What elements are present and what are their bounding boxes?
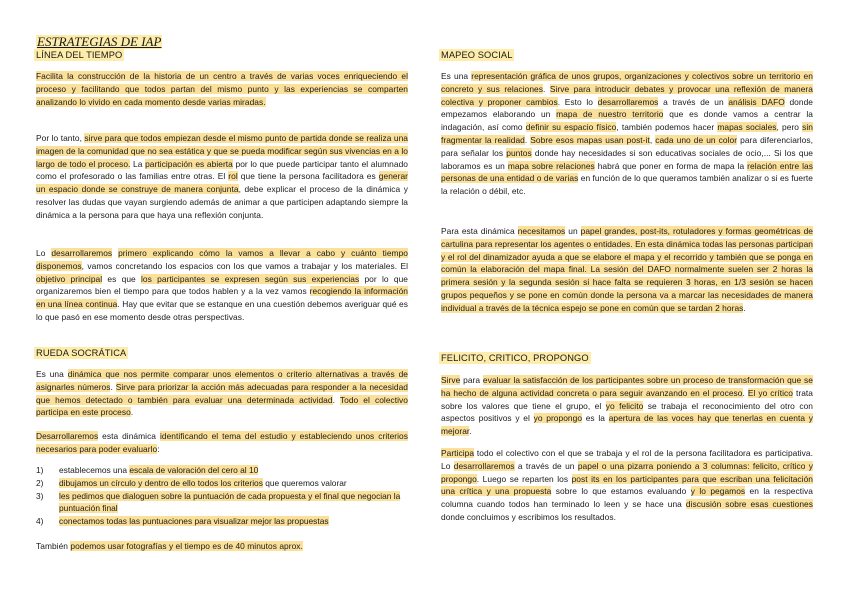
highlighted-text: necesitamos bbox=[517, 226, 566, 236]
step-number: 4) bbox=[36, 516, 44, 527]
highlighted-text: identificando el tema del estudio y estableciendo unos criterios necesarios para poder evaluarlo bbox=[36, 431, 409, 454]
highlighted-text: discusión sobre esas cuestiones bbox=[685, 499, 813, 510]
highlighted-text: Participa bbox=[441, 448, 475, 458]
text-run: . Esto lo bbox=[557, 96, 598, 107]
highlighted-text: y lo pegamos bbox=[690, 486, 746, 497]
highlighted-text: sin fragmentar la realidad bbox=[441, 122, 813, 145]
highlighted-text: post its en los participantes para que escriban una felicitación una crítica y una propuesta bbox=[441, 473, 813, 497]
highlighted-text: Facilita la construcción de la historia de un centro a través de varias voces enriqueciendo el proceso y facilitando que todos partan del mismo punto y las experiencias se comparten analizando lo vivido en cada momento desde varias miradas. bbox=[36, 71, 408, 107]
highlighted-text: recogiendo la información en una línea continua bbox=[36, 286, 409, 310]
paragraph bbox=[441, 374, 813, 438]
highlighted-text: conectamos todas las puntuaciones para visualizar mejor las propuestas bbox=[59, 516, 329, 527]
text-run: . Hay que evitar que se estanque en una cuestión debemos averiguar qué es lo que pasó en ese momento desde otras perspectivas. bbox=[36, 299, 408, 322]
text-run: esta dinámica bbox=[98, 431, 160, 441]
text-run: . bbox=[543, 83, 550, 94]
highlighted-text: puntos bbox=[506, 147, 532, 158]
paragraph bbox=[441, 447, 813, 524]
highlighted-text: yo felicito bbox=[605, 400, 644, 411]
paragraph bbox=[36, 70, 408, 108]
highlighted-text: Sobre esos mapas usan post-it bbox=[530, 134, 650, 145]
text-run: , vamos concretando los espacios con los que vamos a trabajar y los materiales. El bbox=[81, 260, 408, 271]
text-run: donde empezamos elaborando un bbox=[441, 96, 813, 120]
highlighted-text: los participantes se expresen según sus experiencias bbox=[141, 273, 360, 284]
highlighted-text: relación entre las personas de una entidad o de varias bbox=[441, 160, 814, 184]
text-run: Lo bbox=[36, 248, 52, 258]
text-run: . bbox=[332, 394, 340, 405]
highlighted-text: desarrollaremos bbox=[51, 248, 113, 258]
highlighted-text: dinámica que nos permite comparar unos elementos o criterio alternativas a través de asignarles números bbox=[36, 369, 408, 392]
highlighted-text: podemos usar fotografías y el tiempo es de 40 minutos aprox. bbox=[70, 541, 303, 551]
step-number: 1) bbox=[36, 465, 44, 475]
text-run: . bbox=[743, 302, 746, 313]
highlighted-text: mapa sobre relaciones bbox=[507, 160, 595, 171]
highlighted-text: participación es abierta bbox=[145, 158, 233, 169]
heading-rueda-socratica: RUEDA SOCRÁTICA bbox=[36, 348, 127, 358]
highlighted-text: objetivo principal bbox=[36, 273, 103, 284]
text-run: todo el colectivo con el que se trabaja y el rol de la persona facilitadora es participativa. Lo bbox=[441, 448, 813, 471]
text-run: Para esta dinámica bbox=[441, 226, 518, 236]
text-run: sobre lo que estamos evaluando bbox=[551, 486, 691, 497]
text-run: un bbox=[565, 226, 581, 236]
text-run: , bbox=[649, 134, 656, 145]
highlighted-text: que hemos detectado o también para evaluar una determinada actividad bbox=[36, 394, 333, 405]
text-run: Es una bbox=[441, 71, 472, 81]
highlighted-text: sesión del DAFO normalmente suelen ser 2 horas la primera sesión y la segunda sesión si hace falta se requieren 3 horas, en 1/3 sesión se hacen grupos pequeños y se pone en común donde la persona va a marcar las necesidades de manera individual a través de la técnica espejo se pone en común que se tardan 2 horas bbox=[441, 264, 813, 313]
text-run: . bbox=[110, 381, 116, 392]
text-run: es que bbox=[102, 273, 142, 284]
highlighted-text: representación gráfica de unos grupos, organizaciones y colectivos sobre un territorio en concreto y sus relaciones bbox=[441, 71, 813, 94]
heading-mapeo-social: MAPEO SOCIAL bbox=[441, 50, 513, 60]
highlighted-text: les pedimos que dialoguen sobre la puntuación de cada propuesta y el final que negocian la puntuación final bbox=[59, 490, 401, 514]
highlighted-text: evaluar la satisfacción de los participantes sobre un proceso de transformación que se ha hecho de alguna actividad concreta o para seguir avanzando en el proceso bbox=[441, 375, 813, 398]
text-run: por lo que puede participar tanto el alumnado como el profesorado o las familias entre otras. El bbox=[36, 158, 408, 182]
highlighted-text: Sirve para introducir debates y provocar una reflexión de manera colectiva y proponer cambios bbox=[441, 83, 813, 107]
highlighted-text: El yo crítico bbox=[747, 387, 793, 398]
text-run: para diferenciarlos, para señalar los bbox=[441, 134, 813, 158]
step-item bbox=[36, 464, 408, 477]
step-item bbox=[36, 490, 408, 516]
highlighted-text: desarrollaremos bbox=[453, 460, 515, 471]
highlighted-text: papel grandes, post-its, rotuladores y formas geométricas de cartulina para representar los agentes o entidades bbox=[441, 226, 814, 249]
text-run: . bbox=[130, 407, 134, 418]
text-run: a través de un bbox=[514, 460, 578, 471]
step-number: 3) bbox=[36, 490, 44, 501]
paragraph bbox=[36, 132, 408, 222]
text-run: donde hay necesidades si son educativas sociales de ocio,... Si los que laboramos es un bbox=[441, 147, 813, 171]
highlighted-text: escala de valoración del cero al 10 bbox=[129, 465, 259, 475]
highlighted-text: Sirve bbox=[441, 375, 461, 385]
text-run: en la respectiva columna cuando todos han terminado lo leen y se hace una bbox=[441, 486, 813, 510]
highlighted-text: Sirve para priorizar la acción más adecuadas para responder a la necesidad bbox=[115, 381, 408, 392]
text-run: . bbox=[469, 426, 472, 437]
text-run: establecemos una bbox=[59, 465, 130, 475]
text-run: por lo que organizaremos bien el tiempo para que todos hablen y a la vez vamos bbox=[36, 273, 408, 297]
paragraph bbox=[36, 430, 408, 456]
paragraph bbox=[36, 540, 408, 553]
text-run: habrá que poner en forma de mapa la bbox=[594, 160, 748, 171]
heading-felicito-critico-propongo: FELICITO, CRITICO, PROPONGO bbox=[441, 353, 589, 363]
text-run: para bbox=[460, 375, 483, 385]
highlighted-text: mapas sociales bbox=[717, 122, 777, 133]
highlighted-text: dibujamos un círculo y dentro de ello todos los criterios bbox=[59, 477, 263, 488]
text-run: , también podemos hacer bbox=[616, 122, 718, 133]
highlighted-text: yo propongo bbox=[533, 413, 583, 424]
highlighted-text: rol bbox=[228, 171, 238, 182]
highlighted-text: cada uno de un color bbox=[655, 134, 738, 145]
text-run: es la bbox=[582, 413, 609, 424]
highlighted-text: mapa de nuestro territorio bbox=[556, 109, 664, 120]
highlighted-text: primero explicando cómo la vamos a llevar a cabo y cuánto tiempo disponemos bbox=[36, 248, 408, 271]
text-run: a través de un bbox=[658, 96, 729, 107]
text-run: La bbox=[130, 158, 146, 169]
text-run: , pero bbox=[776, 122, 803, 133]
text-run: , debe explicar el proceso de la dinámica y resolver las dudas que vayan surgiendo además de animar a que participen adaptando siempre la dinámica a la persona para que haya una reflexión conjunta. bbox=[36, 184, 408, 220]
highlighted-text: papel o una pizarra poniendo a 3 columnas: felicito, crítico y propongo bbox=[441, 460, 813, 484]
text-run: que queremos valorar bbox=[262, 477, 347, 488]
highlighted-text: generar un espacio donde se construye de manera conjunta bbox=[36, 171, 409, 195]
paragraph bbox=[441, 225, 813, 315]
text-run: . Luego se reparten los bbox=[476, 473, 572, 484]
highlighted-text: apertura de las voces hay que tenerlas en cuenta y mejorar bbox=[441, 413, 813, 437]
text-run: se trabaja el reconocimiento del otro con aspectos positivos y el bbox=[441, 400, 813, 424]
text-run: También bbox=[36, 541, 71, 551]
heading-linea-del-tiempo: LÍNEA DEL TIEMPO bbox=[36, 50, 123, 60]
highlighted-text: análisis DAFO bbox=[728, 96, 785, 107]
text-run: trata sobre los valores que tiene el grupo, el bbox=[441, 387, 813, 411]
highlighted-text: sirve para que todos empiezan desde el mismo punto de partida donde se realiza una imagen de la comunidad que no sea estática y que se pueda modificar según sus vivencias en a lo largo de todo el proceso. bbox=[36, 133, 408, 169]
document-title: ESTRATEGIAS DE IAP bbox=[37, 34, 162, 49]
highlighted-text: Todo el colectivo participa en este proceso bbox=[36, 394, 408, 418]
text-run: Por lo tanto, bbox=[36, 133, 85, 143]
text-run: Es una bbox=[36, 369, 68, 379]
paragraph bbox=[36, 368, 408, 419]
highlighted-text: Desarrollaremos bbox=[36, 431, 99, 441]
highlighted-text: . En esta dinámica todas las personas participan y el rol del dinamizador ayuda a que se elabore el mapa y el recorrido y también que se ponga en común la elaboración del mapa final. La bbox=[441, 238, 813, 275]
text-run: : bbox=[157, 443, 160, 454]
step-item bbox=[36, 477, 408, 490]
highlighted-text: desarrollaremos bbox=[597, 96, 659, 107]
text-run: que es donde vamos a centrar la indagación, así como bbox=[441, 109, 814, 133]
step-item bbox=[36, 515, 408, 528]
paragraph bbox=[36, 247, 408, 324]
text-run: que tiene la persona facilitadora es bbox=[237, 171, 379, 182]
text-run: donde concluimos y escribimos los resultados. bbox=[441, 511, 616, 522]
text-run: . bbox=[524, 134, 531, 145]
text-run: en función de lo que queramos también analizar o si es fuerte la relación o débil, etc. bbox=[441, 173, 814, 197]
steps-list bbox=[36, 464, 408, 528]
paragraph bbox=[441, 70, 813, 198]
text-run: . bbox=[742, 387, 748, 398]
highlighted-text: definir su espacio físico bbox=[525, 122, 617, 133]
step-number: 2) bbox=[36, 477, 44, 488]
